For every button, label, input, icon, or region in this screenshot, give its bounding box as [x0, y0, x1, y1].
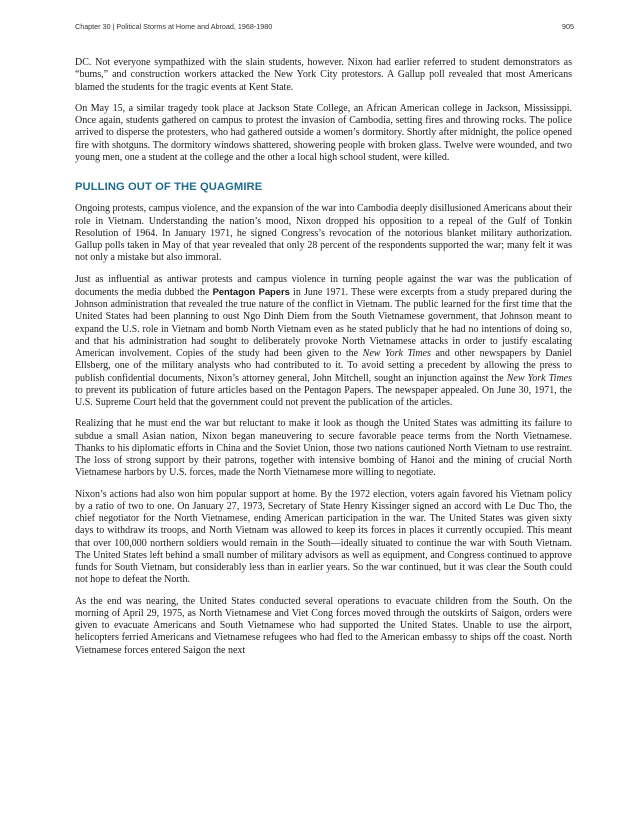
paragraph-pentagon-papers — [75, 274, 572, 410]
body-text — [75, 57, 572, 666]
paragraph-peace-accord: Nixon’s actions had also won him popular support at home. By the 1972 election, voters again favored his Vietnam policy by a ratio of two to one. On January 27, 1973, Secretary of State Henry Kissinger signed an accord with Le Duc Tho, the chief negotiator for the North Vietnamese, ending American participation in the war. The United States was given sixty days to withdraw its troops, and North Vietnam was allowed to keep its forces in places it currently occupied. This meant that over 100,000 northern soldiers would remain in the South—ideally situated to continue the war with South Vietnam. The United States left behind a small number of military advisors as well as equipment, and Congress continued to approve funds for South Vietnam, but considerably less than in earlier years. So the war continued, but it was clear the South could not hope to defeat the North. — [75, 488, 572, 586]
text-run: Just as influential as antiwar protests and campus violence in turning people against the war was the publication of documents the media dubbed the — [75, 273, 572, 298]
section-heading: PULLING OUT OF THE QUAGMIRE — [75, 181, 263, 193]
paragraph-jackson-state: On May 15, a similar tragedy took place at Jackson State College, an African American college in Jackson, Mississippi. Once again, students gathered on campus to protest the invasion of Cambodia, setting fires and throwing rocks. The police arrived to disperse the protesters, who had gathered outside a women’s dormitory. Shortly after midnight, the police opened fire with shotguns. The dormitory windows shattered, showering people with broken glass. Twelve were wounded, and two young men, one a student at the college and the other a local high school student, were killed. — [75, 102, 572, 163]
page-number: 905 — [562, 22, 574, 31]
paragraph-kent-state-reaction: DC. Not everyone sympathized with the slain students, however. Nixon had earlier referred to student demonstrators as “bums,” and construction workers attacked the New York City protestors. A Gallup poll revealed that most Americans blamed the students for the tragic events at Kent State. — [75, 57, 572, 93]
chapter-title: Chapter 30 | Political Storms at Home and Abroad, 1968-1980 — [75, 22, 273, 31]
text-run: to prevent its publication of future articles based on the Pentagon Papers. The newspaper appealed. On June 30, 1971, the U.S. Supreme Court held that the government could not prevent the publication of the articles. — [75, 384, 572, 408]
paragraph-disillusionment: Ongoing protests, campus violence, and the expansion of the war into Cambodia deeply disillusioned Americans about their role in Vietnam. Understanding the nation’s mood, Nixon dropped his opposition to a repeal of the Gulf of Tonkin Resolution of 1964. In January 1971, he signed Congress’s revocation of the notorious blanket military authorization. Gallup polls taken in May of that year revealed that only 28 percent of the respondents supported the war; many felt it was not only a mistake but also immoral. — [75, 203, 572, 264]
paragraph-evacuation: As the end was nearing, the United States conducted several operations to evacuate children from the South. On the morning of April 29, 1975, as North Vietnamese and Viet Cong forces moved through the outskirts of Saigon, orders were given to evacuate Americans and South Vietnamese who had supported the United States. Unable to use the airport, helicopters ferried Americans and Vietnamese refugees who had fled to the American embassy to ships off the coast. North Vietnamese forces entered Saigon the next — [75, 595, 572, 656]
newspaper-title: New York Times — [506, 372, 572, 384]
newspaper-title: New York Times — [362, 348, 431, 359]
paragraph-peace-terms: Realizing that he must end the war but reluctant to make it look as though the United States was admitting its failure to subdue a small Asian nation, Nixon began maneuvering to secure favorable peace terms from the North Vietnamese. Thanks to his diplomatic efforts in China and the Soviet Union, those two nations cautioned North Vietnam to use restraint. The loss of strong support by their patrons, together with intensive bombing of Hanoi and the mining of crucial North Vietnamese harbors by U.S. forces, made the North Vietnamese more willing to negotiate. — [75, 418, 572, 479]
key-term-pentagon-papers: Pentagon Papers — [212, 285, 290, 297]
text-run: in June 1971. These were excerpts from a study prepared during the Johnson administration that revealed the true nature of the conflict in Vietnam. The public learned for the first time that the United States had been planning to oust Ngo Dinh Diem from the South Vietnamese government, that Johnson meant to expand the U.S. role in Vietnam and bomb North Vietnam even as he stated publicly that he had no intentions of doing so, and that his administration had sought to deliberately provoke North Vietnamese attacks in order to justify escalating American involvement. Copies of the study had been given to the — [75, 286, 572, 359]
text-run: and other newspapers by Daniel Ellsberg, one of the military analysts who had contributed to it. To avoid setting a precedent by allowing the press to publish confidential documents, Nixon’s attorney general, John Mitchell, sought an injunction against the — [75, 348, 573, 384]
